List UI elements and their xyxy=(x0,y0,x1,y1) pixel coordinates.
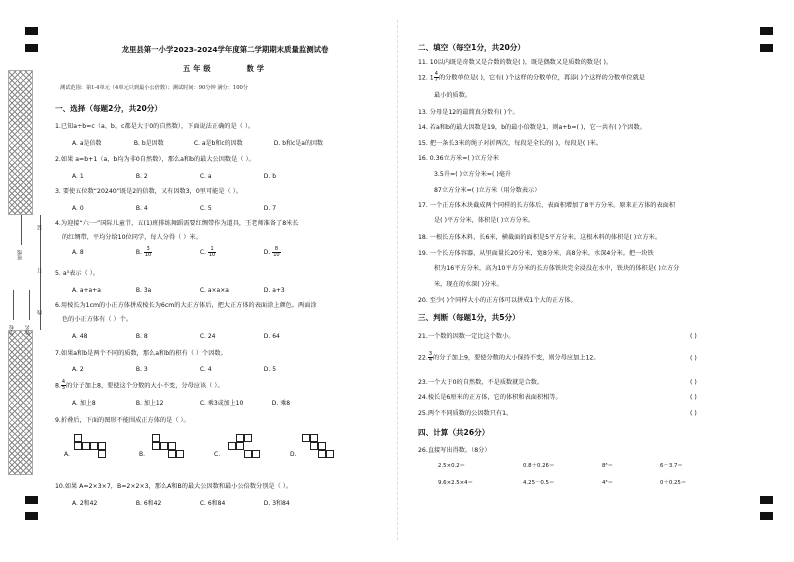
option[interactable]: A. 1 xyxy=(72,173,84,180)
school-label: 学校 xyxy=(9,325,15,335)
judge-mark-25[interactable]: ( ) xyxy=(690,410,697,417)
question-19-cont: 积为16平方分米，高为10平方分米的长方体铁块完全浸没在水中，铁块的体积是( )立方分 xyxy=(434,265,680,272)
fraction: $\frac{4}{5}$ xyxy=(61,379,66,391)
exam-info: 测试范围：第1-4单元（4单元只到最小公倍数）；测试时间：90分钟 满分：100分 xyxy=(60,85,249,91)
question-17: 17. 一个正方体木块截成两个同样的长方体后，表面积增加了8平方分米。原来正方体的表面积 xyxy=(418,202,676,209)
option[interactable]: C. 乘3或加上10 xyxy=(199,400,244,407)
page-divider xyxy=(397,20,398,540)
question-9-option-d[interactable]: D. xyxy=(290,451,297,458)
calc-item: 0.8＋0.26＝ xyxy=(523,463,555,469)
question-8: 8. $\frac{4}{5}$ 的分子加上8，要使这个分数的大小不变，分母应该（ ）。 xyxy=(55,379,224,391)
question-20: 20. 至少( )个同样大小的正方体可以拼成1个大的正方体。 xyxy=(418,297,577,304)
question-16-c: 87立方分米=( )立方米（用分数表示） xyxy=(434,187,541,194)
exam-title: 龙里县第一小学2023-2024学年度第二学期期末质量监测试卷 xyxy=(121,45,329,54)
option[interactable]: B. 8 xyxy=(135,333,148,340)
grade-subject xyxy=(60,64,390,73)
registration-mark xyxy=(25,27,38,35)
option[interactable]: B. 3a xyxy=(135,287,152,294)
registration-mark xyxy=(25,512,38,520)
question-18: 18. 一根长方体木料，长6米，横截面的面积是5平方分米。这根木料的体积是( )立方米。 xyxy=(418,234,662,241)
option[interactable]: D. 5 xyxy=(263,366,277,373)
seal-mark-2: 订 xyxy=(37,268,43,273)
question-6-cont: 色的小正方体有（ ）个。 xyxy=(62,316,133,323)
section1-title: 一、选择（每题2分，共20分） xyxy=(55,104,162,113)
fraction: $\frac{8}{10}$ xyxy=(273,246,280,258)
calc-item: 0＋0.25＝ xyxy=(660,480,687,486)
question-9-option-c[interactable]: C. xyxy=(214,451,221,458)
question-15: 15. 把一条长3米的绳子对折两次，每段是全长的( )，每段是( )米。 xyxy=(418,140,603,147)
option[interactable]: A. 8 xyxy=(72,249,84,256)
option[interactable]: C. a是b和c的因数 xyxy=(193,140,243,147)
calc-item: 8³＝ xyxy=(602,463,613,469)
question-1-options xyxy=(72,140,323,148)
binding-hatch-bottom xyxy=(8,330,33,475)
judge-mark-21[interactable]: ( ) xyxy=(690,333,697,340)
option[interactable]: C. a xyxy=(199,173,212,180)
question-19-cont2: 米，现在的水深( )分米。 xyxy=(434,281,503,288)
section4-title: 四、计算（共26分） xyxy=(418,428,490,437)
class-label: 班级 xyxy=(17,250,23,260)
option[interactable]: B. 4 xyxy=(135,205,148,212)
question-8-options xyxy=(72,400,290,408)
option[interactable]: D. b xyxy=(263,173,277,180)
question-4: 4.为迎接“六·一”国际儿童节，五(1)班排练舞蹈需要红绸带作为道具，王老师准备了8米长 xyxy=(55,220,299,227)
binding-hatch-top xyxy=(8,70,33,215)
grade: 五年级 xyxy=(183,64,214,73)
question-3-options xyxy=(72,205,276,213)
option[interactable]: D. 7 xyxy=(263,205,277,212)
question-21: 21.一个数的因数一定比这个数小。 xyxy=(418,333,515,340)
question-17-cont: 是( )平方分米，体积是( )立方分米。 xyxy=(434,217,535,224)
option[interactable]: D. 64 xyxy=(263,333,280,340)
calc-item: 4.25－0.5＝ xyxy=(523,480,555,486)
question-16: 16. 0.36立方米=( )立方分米 xyxy=(418,155,499,162)
fraction: $\frac{4}{7}$ xyxy=(434,71,438,83)
question-19: 19. 一个长方体容器，从里面量长20分米，宽8分米，高8分米，水深4分米。把一块铁 xyxy=(418,250,654,257)
question-12: 12. 1 $\frac{4}{7}$ 的分数单位是( )，它有( )个这样的分数单位，再添( )个这样的分数单位就是 xyxy=(418,71,645,83)
seal-mark-3: 线 xyxy=(37,310,43,315)
question-11: 11. 10以内既是奇数又是合数的数是( )，既是偶数又是质数的数是( )。 xyxy=(418,59,613,66)
option[interactable]: D. a+3 xyxy=(263,287,285,294)
calc-item: 9.6×2.5×4＝ xyxy=(438,480,473,486)
calc-item: 6－3.7＝ xyxy=(660,463,683,469)
option[interactable]: C. 5 xyxy=(199,205,212,212)
question-23: 23.一个大于0的自然数，不是质数就是合数。 xyxy=(418,379,544,386)
option[interactable]: A. 48 xyxy=(72,333,88,340)
question-9-option-b[interactable]: B. xyxy=(139,451,146,458)
question-25: 25.两个不同质数的公因数只有1。 xyxy=(418,410,513,417)
option[interactable]: D. 乘8 xyxy=(271,400,291,407)
option[interactable]: A. 2 xyxy=(72,366,84,373)
question-10-options xyxy=(72,500,290,508)
question-5: 5. a³表示（ ）。 xyxy=(55,270,99,277)
section3-title: 三、判断（每题1分，共5分） xyxy=(418,313,520,322)
registration-mark xyxy=(760,44,773,52)
option[interactable]: C. 6和84 xyxy=(199,500,226,507)
option[interactable]: B. 加上12 xyxy=(135,400,164,407)
question-7-options xyxy=(72,366,276,374)
option[interactable]: C. $\frac{1}{10}$ xyxy=(199,246,216,258)
option[interactable]: C. a×a×a xyxy=(199,287,229,294)
question-26: 26.直接写出得数。（8分） xyxy=(418,447,491,454)
option[interactable]: D. $\frac{8}{10}$ xyxy=(263,246,280,258)
question-10: 10.如果 A=2×3×7，B=2×2×3，那么A和B的最大公因数和最小公倍数分别是（ ）。 xyxy=(55,483,293,490)
question-14: 14. 若a和b的最大因数是19，b的最小倍数是1，则a+b=( )，它一共有( )个因数。 xyxy=(418,124,646,131)
judge-mark-23[interactable]: ( ) xyxy=(690,379,697,386)
option[interactable]: B. b是因数 xyxy=(133,140,164,147)
school-underline xyxy=(13,290,14,320)
question-2: 2.如果 a=b+1（a，b均为非0自然数），那么a和b的最大公因数是（ ）。 xyxy=(55,156,255,163)
option[interactable]: A. a是倍数 xyxy=(72,140,102,147)
registration-mark xyxy=(760,27,773,35)
question-4-cont: 的红绸带，平均分给10位同学，每人分得（ ）米。 xyxy=(62,234,202,241)
question-24: 24.棱长是6厘米的正方体，它的体积和表面积相等。 xyxy=(418,394,562,401)
question-13: 13. 分母是12的最简真分数有( )个。 xyxy=(418,109,519,116)
option[interactable]: B. 2 xyxy=(135,173,148,180)
fraction: $\frac{3}{10}$ xyxy=(144,246,152,258)
option[interactable]: C. 4 xyxy=(199,366,212,373)
judge-mark-24[interactable]: ( ) xyxy=(690,394,697,401)
name-underline xyxy=(29,290,30,320)
seal-mark-1: 装 xyxy=(37,225,43,230)
question-6: 6.用棱长为1cm的小正方体拼成棱长为6cm的大正方体后，把大正方体的表面涂上颜色。两面涂 xyxy=(55,302,317,309)
question-7: 7.如果a和b是两个不同的质数，那么a和b的积有（ ）个因数。 xyxy=(55,350,227,357)
question-16-b: 3.5升=( )立方分米=( )毫升 xyxy=(434,171,512,178)
registration-mark xyxy=(25,496,38,504)
calc-item: 4³＝ xyxy=(602,480,613,486)
option[interactable]: B. 3 xyxy=(135,366,148,373)
question-22: 22. $\frac{3}{4}$ 的分子加上9，要使分数的大小保持不变，则分母应加上12。 xyxy=(418,351,600,363)
option[interactable]: D. 3和84 xyxy=(263,500,290,507)
option[interactable]: A. 加上8 xyxy=(72,400,96,407)
question-3: 3. 要使五位数“20240”既是2的倍数，又有因数3，0里可能是（ ）。 xyxy=(55,188,242,195)
option[interactable]: A. a+a+a xyxy=(72,287,101,294)
question-12-cont: 最小的质数。 xyxy=(434,92,472,99)
registration-mark xyxy=(760,496,773,504)
registration-mark xyxy=(760,512,773,520)
fraction: $\frac{1}{10}$ xyxy=(208,246,216,258)
option[interactable]: A. 0 xyxy=(72,205,84,212)
option[interactable]: C. 24 xyxy=(199,333,216,340)
calc-item: 2.5×0.2＝ xyxy=(438,463,466,469)
judge-mark-22[interactable]: ( ) xyxy=(690,355,697,362)
class-underline xyxy=(21,215,22,245)
question-2-options xyxy=(72,173,276,181)
fraction: $\frac{3}{4}$ xyxy=(428,351,433,363)
question-5-options xyxy=(72,287,285,295)
registration-mark xyxy=(25,44,38,52)
question-4-options xyxy=(72,247,281,258)
option[interactable]: B. $\frac{3}{10}$ xyxy=(135,246,152,258)
question-1: 1.已知a÷b=c（a、b、c都是大于0的自然数），下面说法正确的是（ ）。 xyxy=(55,123,255,130)
question-9: 9.折叠后，下面的图形不能围成正方体的是（ ）。 xyxy=(55,417,190,424)
option[interactable]: B. 6和42 xyxy=(135,500,162,507)
subject: 数学 xyxy=(246,64,267,73)
question-6-options xyxy=(72,333,280,341)
option[interactable]: D. b和c是a的因数 xyxy=(273,140,323,147)
section2-title: 二、填空（每空1分，共20分） xyxy=(418,43,525,52)
option[interactable]: A. 2和42 xyxy=(72,500,98,507)
question-9-option-a[interactable]: A. xyxy=(64,451,70,458)
name-label: 姓名 xyxy=(25,325,31,335)
